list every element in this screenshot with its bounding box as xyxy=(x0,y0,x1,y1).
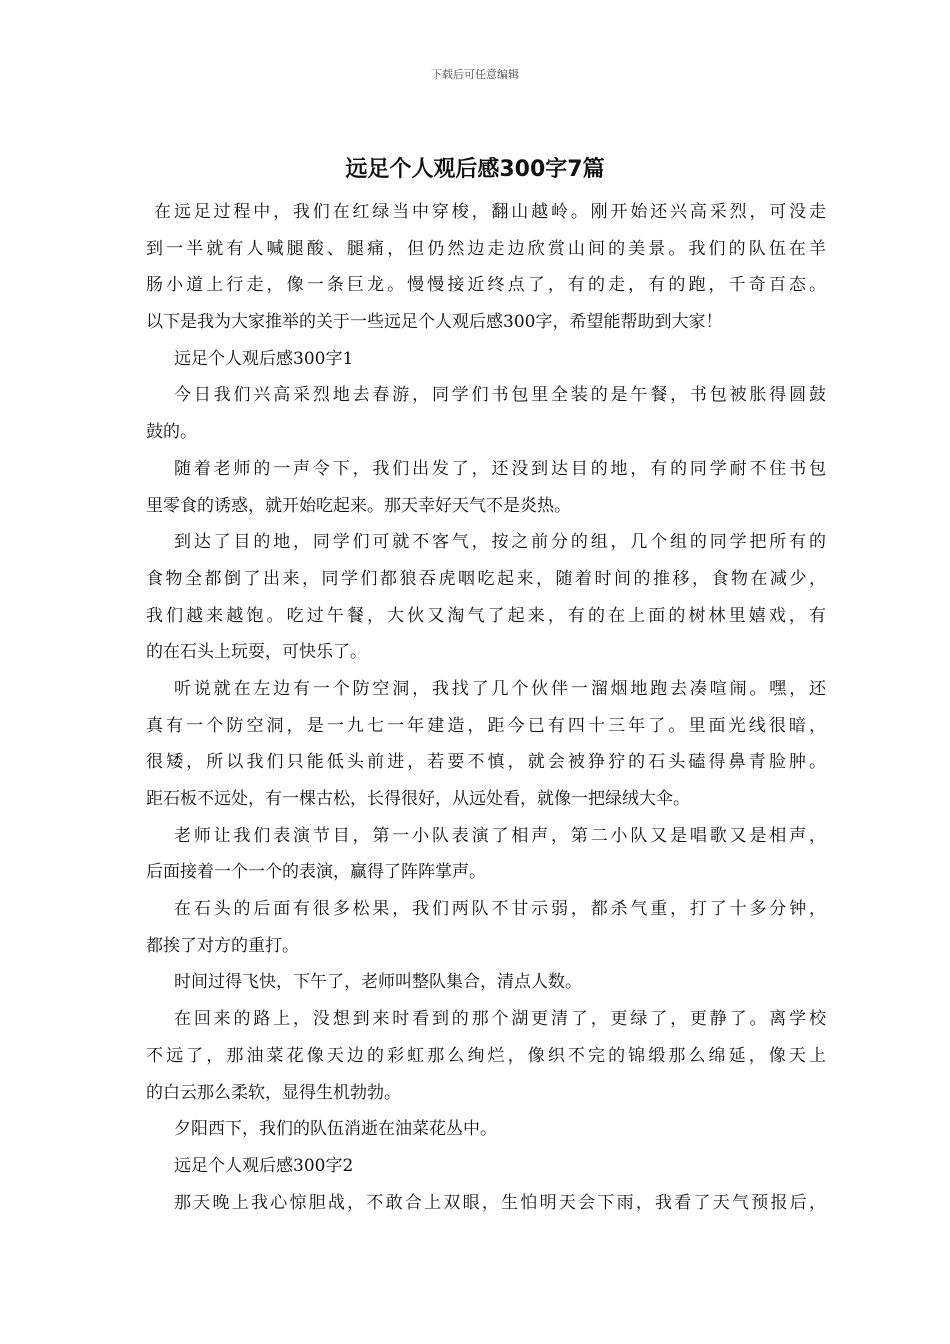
paragraph-line: 到一半就有人喊腿酸、腿痛，但仍然边走边欣赏山间的美景。我们的队伍在羊 xyxy=(146,238,826,259)
document-body xyxy=(146,194,826,1221)
paragraph-line: 在远足过程中，我们在红绿当中穿梭，翻山越岭。刚开始还兴高采烈，可没走 xyxy=(154,202,826,222)
paragraph-line: 的在石头上玩耍，可快乐了。 xyxy=(146,642,367,663)
paragraph-line: 听说就在左边有一个防空洞，我找了几个伙伴一溜烟地跑去凑喧闹。嘿，还 xyxy=(174,678,826,699)
page-header-note: 下载后可任意编辑 xyxy=(431,68,519,81)
paragraph-line: 那天晚上我心惊胆战，不敢合上双眼，生怕明天会下雨，我看了天气预报后， xyxy=(174,1192,826,1213)
paragraph-line: 距石板不远处，有一棵古松，长得很好，从远处看，就像一把绿绒大伞。 xyxy=(146,789,690,809)
paragraph-line: 在回来的路上，没想到来时看到的那个湖更清了，更绿了，更静了。离学校 xyxy=(174,1009,826,1030)
paragraph-line: 肠小道上行走，像一条巨龙。慢慢接近终点了，有的走，有的跑，千奇百态。 xyxy=(146,275,826,296)
paragraph-line: 食物全都倒了出来，同学们都狼吞虎咽吃起来，随着时间的推移，食物在减少， xyxy=(146,568,826,589)
paragraph-line: 以下是我为大家推举的关于一些远足个人观后感300字，希望能帮助到大家！ xyxy=(146,312,723,333)
paragraph-line: 不远了，那油菜花像天边的彩虹那么绚烂，像织不完的锦缎那么绵延，像天上 xyxy=(146,1045,826,1066)
paragraph-line: 今日我们兴高采烈地去春游，同学们书包里全装的是午餐，书包被胀得圆鼓 xyxy=(174,385,826,406)
paragraph-line: 时间过得飞快，下午了，老师叫整队集合，清点人数。 xyxy=(174,972,582,993)
section-heading: 远足个人观后感300字1 xyxy=(174,348,354,369)
paragraph-line: 到达了目的地，同学们可就不客气，按之前分的组，几个组的同学把所有的 xyxy=(174,532,826,553)
paragraph-line: 很矮，所以我们只能低头前进，若要不慎，就会被狰狞的石头磕得鼻青脸肿。 xyxy=(146,752,826,773)
paragraph-line: 老师让我们表演节目，第一小队表演了相声，第二小队又是唱歌又是相声， xyxy=(174,825,826,846)
paragraph-line: 都挨了对方的重打。 xyxy=(146,935,299,956)
paragraph-line: 夕阳西下，我们的队伍消逝在油菜花丛中。 xyxy=(174,1119,497,1140)
paragraph-line: 随着老师的一声令下，我们出发了，还没到达目的地，有的同学耐不住书包 xyxy=(174,458,826,479)
document-title: 远足个人观后感300字7篇 xyxy=(345,157,605,182)
paragraph-line: 在石头的后面有很多松果，我们两队不甘示弱，都杀气重，打了十多分钟， xyxy=(174,899,826,920)
paragraph-line: 真有一个防空洞，是一九七一年建造，距今已有四十三年了。里面光线很暗， xyxy=(146,715,826,736)
paragraph-line: 的白云那么柔软，显得生机勃勃。 xyxy=(146,1082,401,1103)
paragraph-line: 鼓的。 xyxy=(146,422,197,443)
paragraph-line: 里零食的诱惑，就开始吃起来。那天幸好天气不是炎热。 xyxy=(146,495,571,516)
paragraph-line: 后面接着一个一个的表演，赢得了阵阵掌声。 xyxy=(146,862,486,883)
section-heading: 远足个人观后感300字2 xyxy=(174,1155,354,1176)
paragraph-line: 我们越来越饱。吃过午餐，大伙又淘气了起来，有的在上面的树林里嬉戏，有 xyxy=(146,605,826,626)
